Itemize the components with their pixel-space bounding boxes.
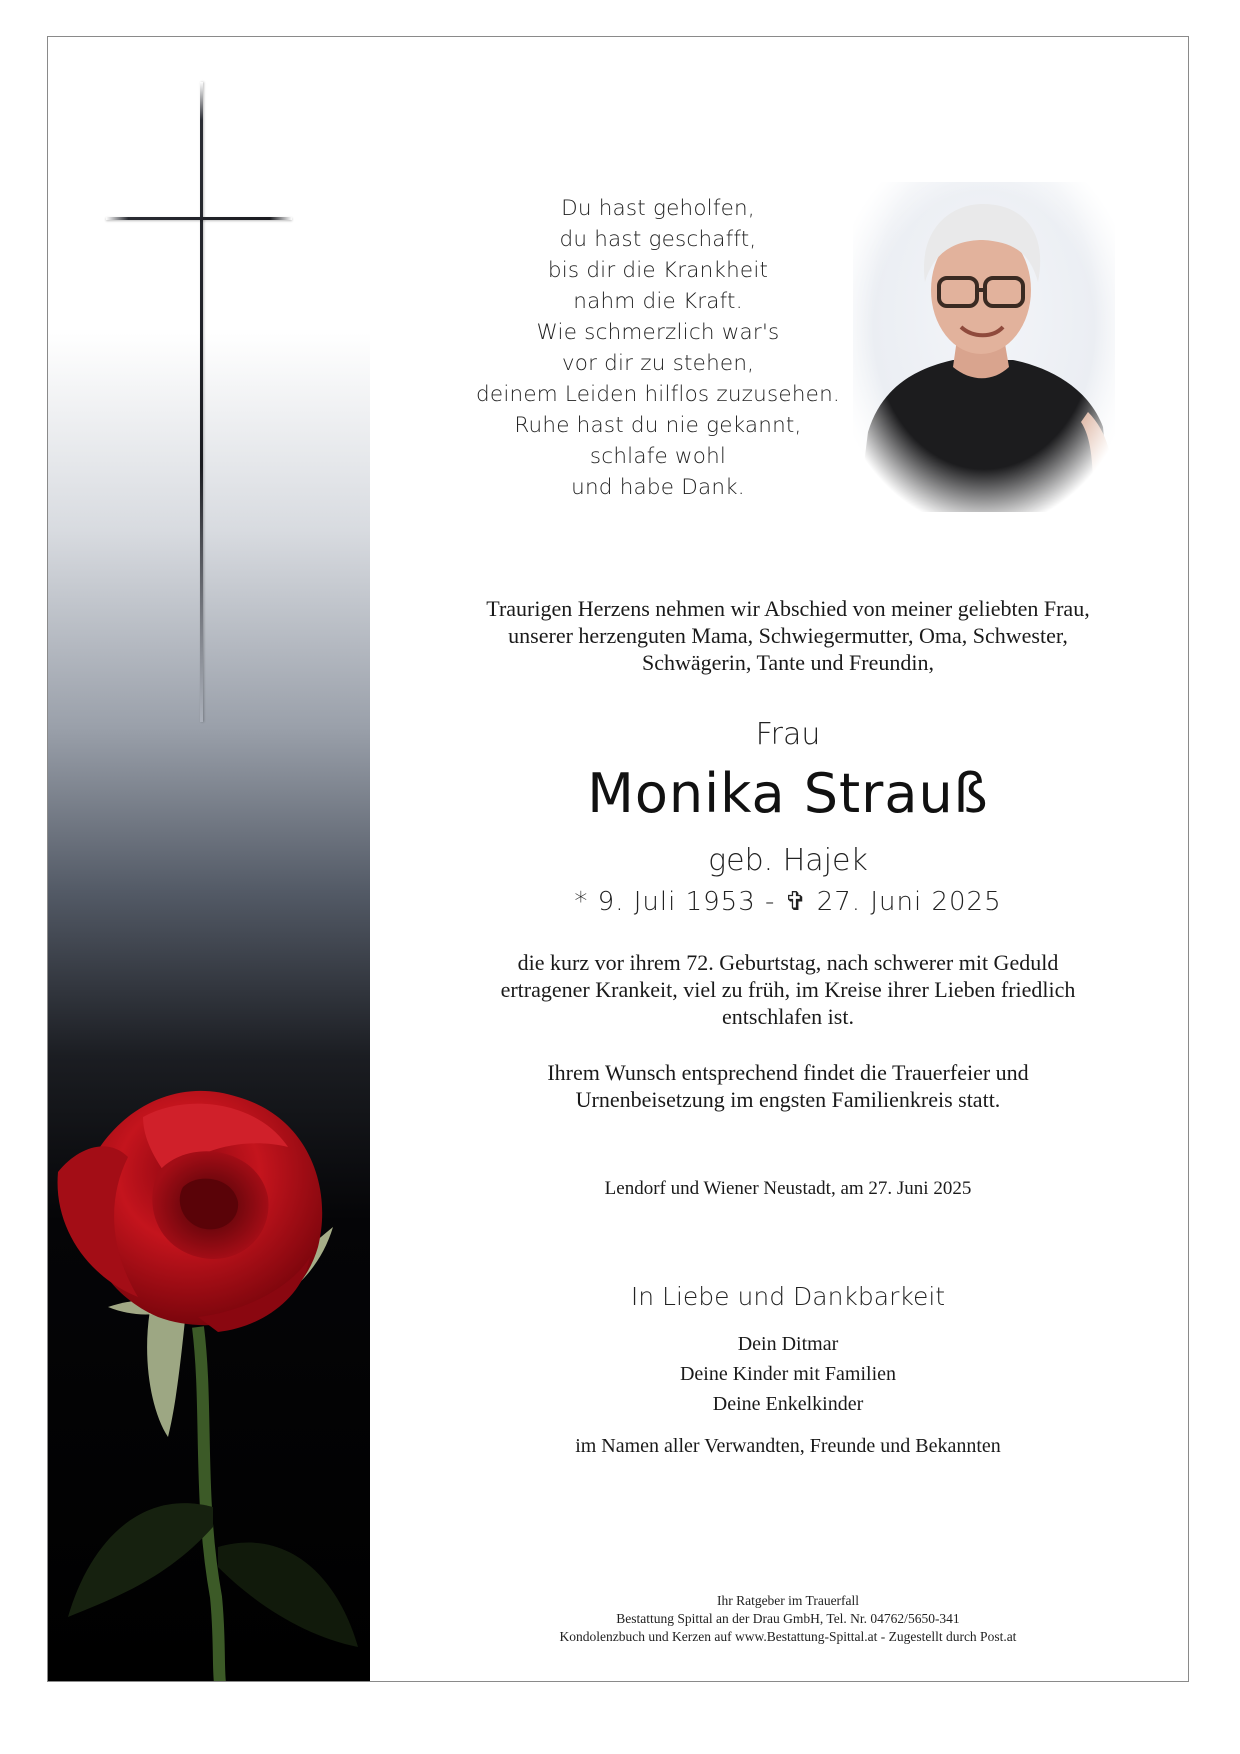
intro-line: Traurigen Herzens nehmen wir Abschied von meiner geliebten Frau, xyxy=(486,596,1090,621)
funeral-home-footer xyxy=(408,1592,1168,1646)
poem-line: Ruhe hast du nie gekannt, xyxy=(514,413,802,438)
salutation: Frau xyxy=(755,717,821,752)
intro-paragraph xyxy=(408,595,1168,676)
family-member: Deine Enkelkinder xyxy=(712,1393,864,1415)
life-dates: * 9. Juli 1953 - ✞ 27. Juni 2025 xyxy=(574,887,1002,917)
family-member: Deine Kinder mit Familien xyxy=(679,1363,897,1385)
footer-line: Bestattung Spittal an der Drau GmbH, Tel. Nr. 04762/5650-341 xyxy=(616,1611,960,1626)
cross-icon-horizontal xyxy=(106,217,292,220)
body-line: Urnenbeisetzung im engsten Familienkreis statt. xyxy=(575,1087,1001,1112)
poem-line: vor dir zu stehen, xyxy=(561,351,755,376)
intro-line: Schwägerin, Tante und Freundin, xyxy=(642,650,934,675)
family-list xyxy=(408,1329,1168,1419)
body-line: entschlafen ist. xyxy=(722,1004,854,1029)
ceremony-paragraph xyxy=(408,1059,1168,1113)
rose-image xyxy=(48,1077,370,1681)
relatives-text: im Namen aller Verwandten, Freunde und Bekannten xyxy=(575,1435,1001,1457)
cross-icon-vertical xyxy=(200,82,203,722)
place-date: Lendorf und Wiener Neustadt, am 27. Juni 2025 xyxy=(604,1178,972,1199)
death-paragraph xyxy=(408,949,1168,1030)
family-member: Dein Ditmar xyxy=(737,1333,839,1355)
body-line: die kurz vor ihrem 72. Geburtstag, nach schwerer mit Geduld xyxy=(517,950,1059,975)
relatives-line xyxy=(408,1433,1168,1460)
poem-line: du hast geschafft, xyxy=(559,227,757,252)
poem-line: Du hast geholfen, xyxy=(561,196,755,221)
poem xyxy=(458,193,858,503)
decorative-side-panel xyxy=(48,37,370,1681)
obituary-card xyxy=(47,36,1189,1682)
poem-line: nahm die Kraft. xyxy=(573,289,743,314)
body-line: Ihrem Wunsch entsprechend findet die Trauerfeier und xyxy=(547,1060,1029,1085)
poem-line: Wie schmerzlich war's xyxy=(536,320,780,345)
footer-line: Kondolenzbuch und Kerzen auf www.Bestattung-Spittal.at - Zugestellt durch Post.at xyxy=(559,1629,1017,1644)
intro-line: unserer herzenguten Mama, Schwiegermutter, Oma, Schwester, xyxy=(508,623,1068,648)
body-line: ertragener Krankeit, viel zu früh, im Kreise ihrer Lieben friedlich xyxy=(500,977,1076,1002)
poem-line: und habe Dank. xyxy=(571,475,745,500)
poem-line: schlafe wohl xyxy=(589,444,727,469)
poem-line: deinem Leiden hilflos zuzusehen. xyxy=(476,382,840,407)
portrait-photo xyxy=(853,182,1115,512)
maiden-name: geb. Hajek xyxy=(708,843,868,878)
poem-line: bis dir die Krankheit xyxy=(547,258,769,283)
footer-line: Ihr Ratgeber im Trauerfall xyxy=(716,1593,860,1608)
deceased-name: Monika Strauß xyxy=(587,762,989,825)
closing-phrase: In Liebe und Dankbarkeit xyxy=(630,1282,946,1311)
